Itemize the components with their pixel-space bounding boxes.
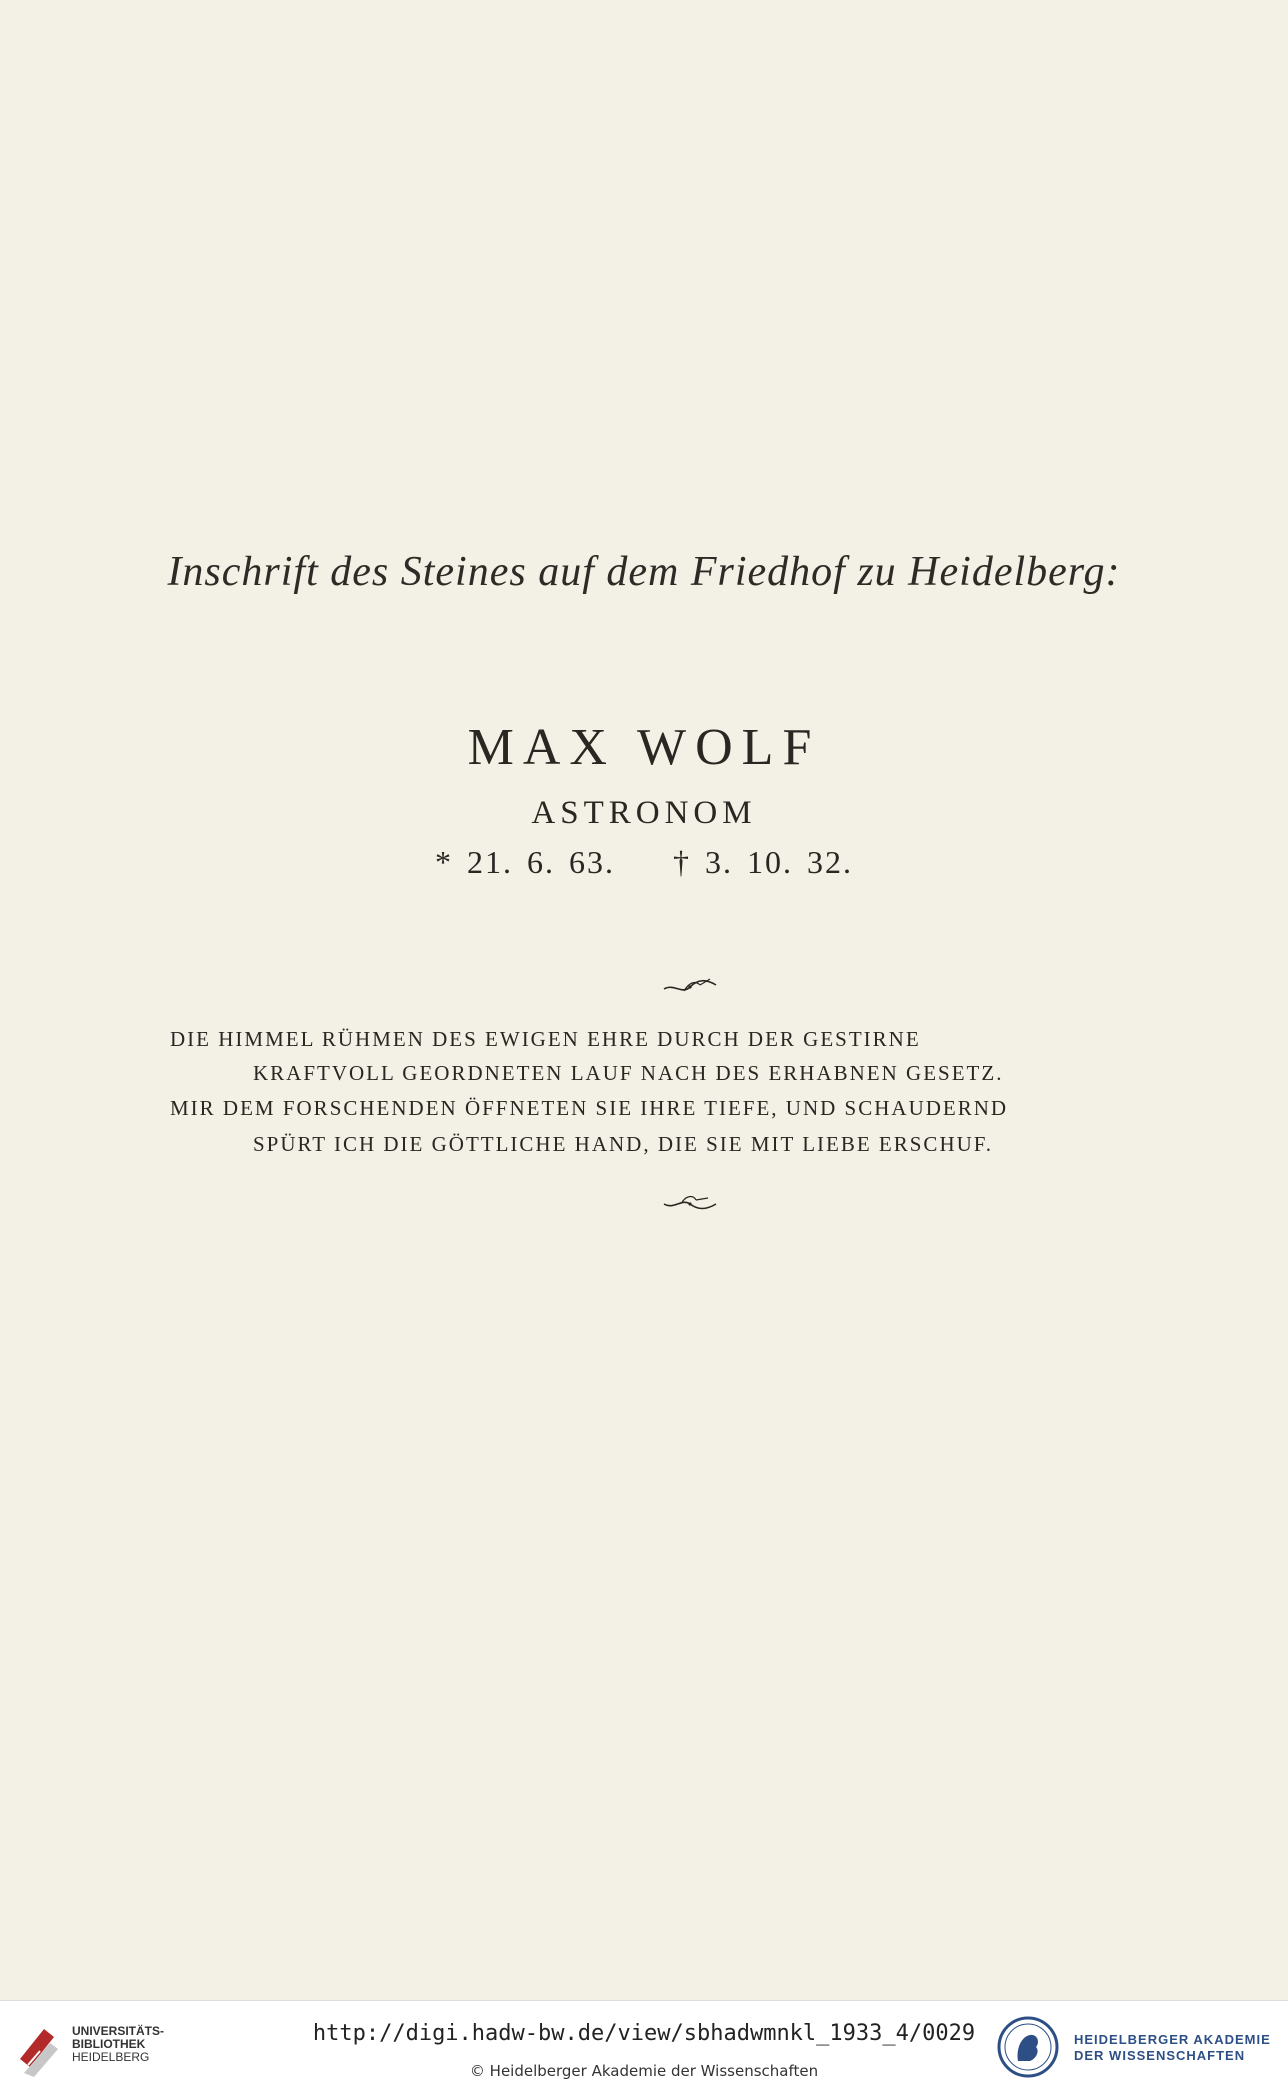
verse-line-2: KRAFTVOLL GEORDNETEN LAUF NACH DES ERHABNEN GESETZ. (253, 1061, 1004, 1085)
verse-line-1: DIE HIMMEL RÜHMEN DES EWIGEN EHRE DURCH DER GESTIRNE (170, 1027, 921, 1051)
verse-line-3: MIR DEM FORSCHENDEN ÖFFNETEN SIE IHRE TIEFE, UND SCHAUDERND (170, 1096, 1009, 1120)
copyright-notice: © Heidelberger Akademie der Wissenschaften (469, 2062, 819, 2080)
library-line-1: UNIVERSITÄTS- (72, 2024, 165, 2038)
inscription-heading: Inschrift des Steines auf dem Friedhof zu Heidelberg: (167, 549, 1121, 595)
birth-date: * 21. 6. 63. (435, 844, 615, 880)
flourish-ornament-top (660, 975, 720, 999)
permalink-url[interactable]: http://digi.hadw-bw.de/view/sbhadwmnkl_1933_4/0029 (312, 2021, 976, 2046)
life-dates (0, 844, 1288, 881)
footer-bar (0, 2000, 1288, 2093)
flourish-ornament-bottom (660, 1192, 720, 1216)
library-line-3: HEIDELBERG (72, 2050, 150, 2064)
academy-line-2: DER WISSENSCHAFTEN (1074, 2048, 1246, 2063)
academy-seal-icon (996, 2015, 1060, 2079)
verse-line-4: SPÜRT ICH DIE GÖTTLICHE HAND, DIE SIE MIT LIEBE ERSCHUF. (253, 1132, 994, 1156)
library-line-2: BIBLIOTHEK (72, 2037, 146, 2051)
reverse-side-bleed-through (178, 135, 1138, 172)
profession: ASTRONOM (531, 795, 757, 831)
death-date: † 3. 10. 32. (673, 844, 853, 880)
academy-line-1: HEIDELBERGER AKADEMIE (1074, 2032, 1271, 2047)
academy-name (1074, 2032, 1271, 2064)
name-heading: MAX WOLF (467, 719, 821, 776)
